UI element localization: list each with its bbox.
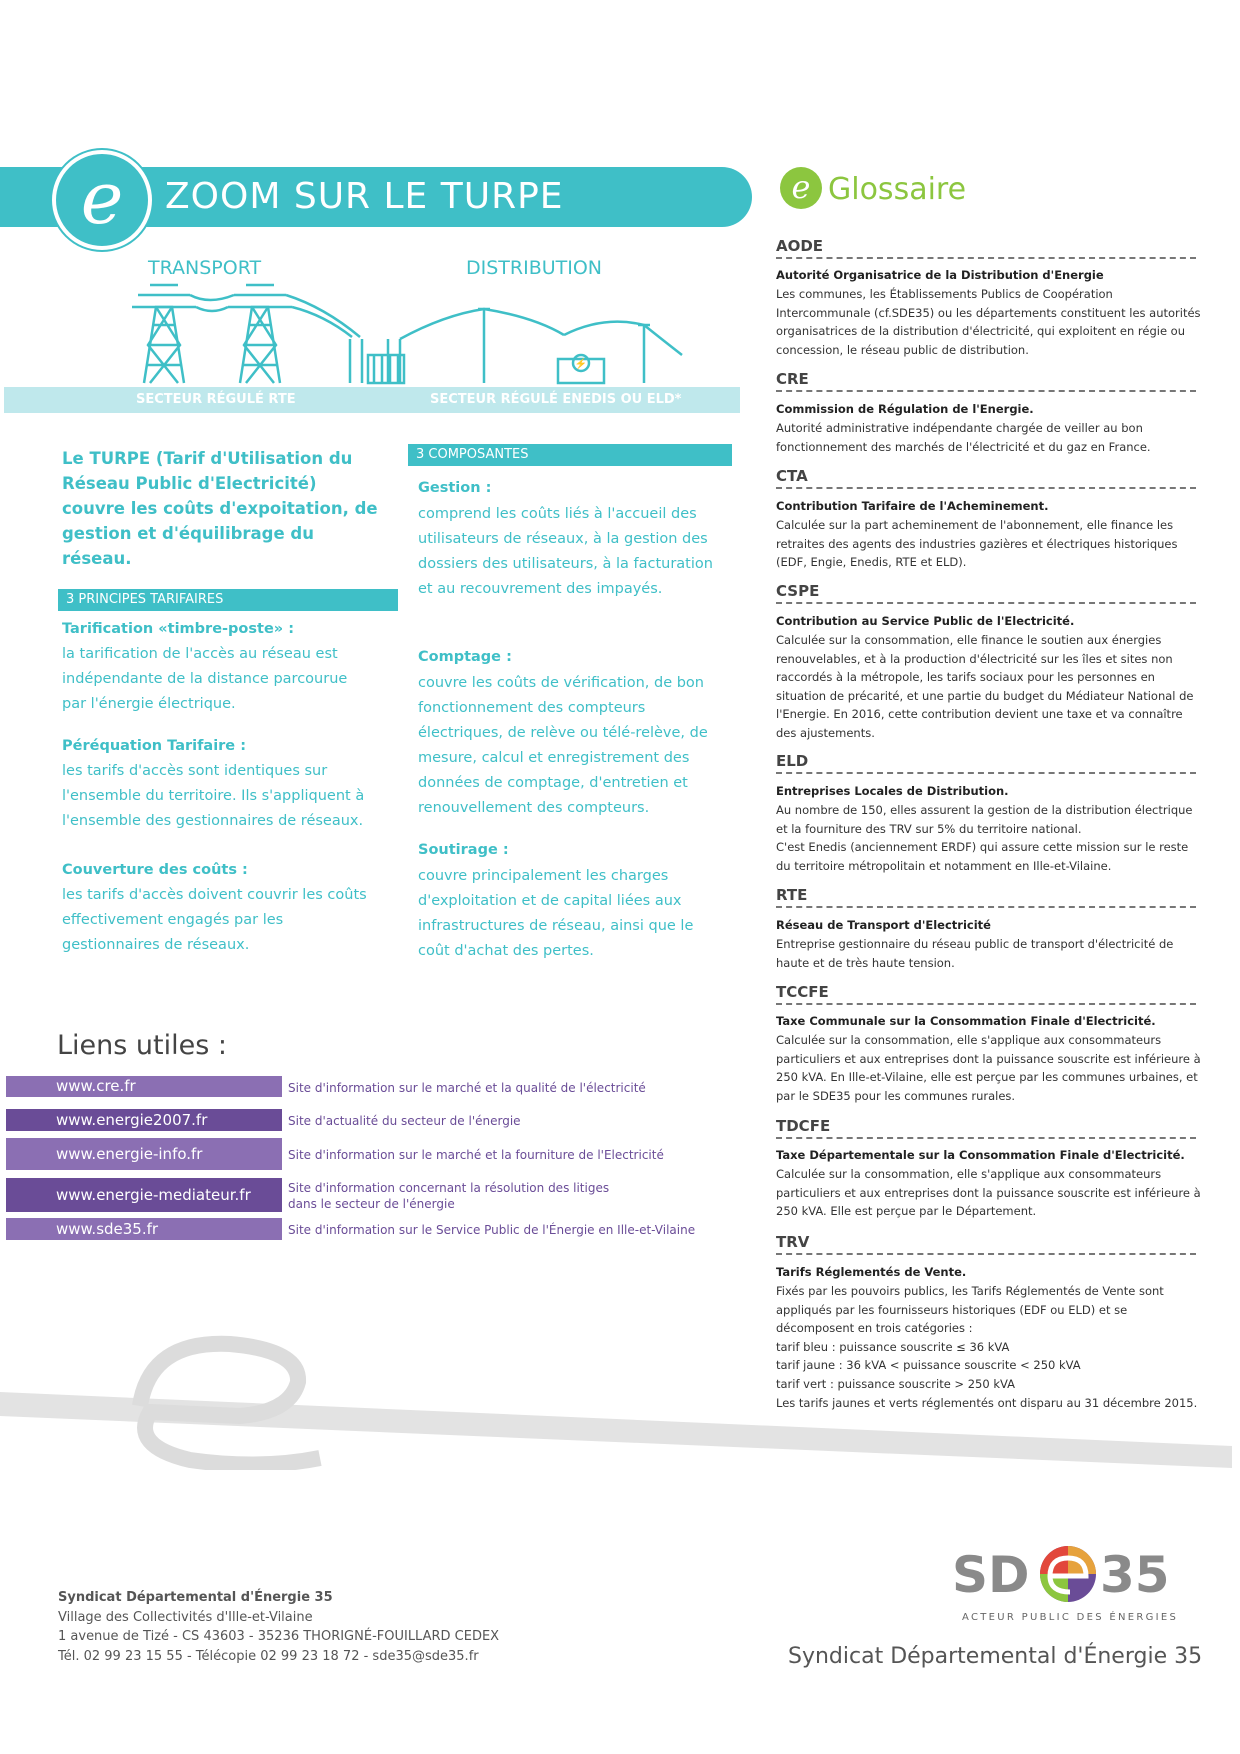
glossary-term: RTE — [776, 886, 1196, 908]
glossary-text: Calculée sur la consommation, elle s'applique aux consommateurs particuliers et aux entreprises dont la puissance souscrite est inférieure à 250 kVA. Elle est perçue par le Département. — [776, 1167, 1201, 1219]
principe-title: Péréquation Tarifaire : — [62, 738, 246, 754]
link-cre[interactable]: www.cre.fr — [6, 1076, 282, 1097]
glossary-term: ELD — [776, 752, 1196, 774]
composante-title: Comptage : — [418, 649, 512, 665]
composante-text: couvre les coûts de vérification, de bon fonctionnement des compteurs électriques, de relève ou télé-relève, de mesure, calcul et enregistrement des données de comptage, d'entretien et renouvellement des compteurs. — [418, 675, 708, 816]
pylon-icon — [228, 285, 292, 383]
principe-text: les tarifs d'accès doivent couvrir les coûts effectivement engagés par les gestionnaires de réseaux. — [62, 887, 367, 953]
sde35-name: Syndicat Départemental d'Énergie 35 — [788, 1644, 1203, 1669]
composantes-heading: 3 COMPOSANTES — [408, 444, 732, 466]
glossary-definition: Taxe Communale sur la Consommation Finale d'Electricité. — [776, 1014, 1156, 1028]
glossary-definition: Commission de Régulation de l'Energie. — [776, 402, 1034, 416]
e-logo-icon: e — [780, 167, 822, 209]
glossary-term: TRV — [776, 1233, 1196, 1255]
principe-text: la tarification de l'accès au réseau est indépendante de la distance parcourue par l'énergie électrique. — [62, 646, 348, 712]
glossary-definition: Taxe Départementale sur la Consommation Finale d'Electricité. — [776, 1148, 1185, 1162]
glossary-term: CTA — [776, 467, 1196, 489]
principe-title: Tarification «timbre-poste» : — [62, 621, 294, 637]
glossary-text: Calculée sur la consommation, elle s'applique aux consommateurs particuliers et aux entreprises dont la puissance souscrite est inférieure à 250 kVA. En Ille-et-Vilaine, elle est perçue par les communes urbaines, et par le SDE35 pour les communes rurales. — [776, 1033, 1201, 1103]
link-energie-mediateur[interactable]: www.energie-mediateur.fr — [6, 1178, 282, 1212]
principe-title: Couverture des coûts : — [62, 862, 248, 878]
intro-text: Le TURPE (Tarif d'Utilisation du Réseau Public d'Electricité) couvre les coûts d'expoitation, de gestion et d'équilibrage du réseau. — [62, 449, 378, 568]
glossary-text: Au nombre de 150, elles assurent la gestion de la distribution électrique et la fourniture des TRV sur 5% du territoire national. C'est Enedis (anciennement ERDF) qui assure cette mission sur le reste du territoire métropolitain et notamment en Ille-et-Vilaine. — [776, 803, 1193, 873]
sde35-logo — [952, 1530, 1182, 1610]
glossary-definition: Contribution au Service Public de l'Electricité. — [776, 614, 1075, 628]
footer-address — [58, 1588, 499, 1666]
glossary-term: CSPE — [776, 582, 1196, 604]
glossary-term: TCCFE — [776, 983, 1196, 1005]
glossary-text: Entreprise gestionnaire du réseau public de transport d'électricité de haute et de très haute tension. — [776, 937, 1174, 970]
footer-org-name: Syndicat Départemental d'Énergie 35 — [58, 1590, 333, 1605]
glossary-text: Calculée sur la consommation, elle finance le soutien aux énergies renouvelables, et à la production d'électricité sur les îles et sites non raccordés à la métropole, les tarifs sociaux pour les personnes en situation de précarité, et une partie du budget du Médiateur National de l'Energie. En 2016, cette contribution devient une taxe et va connaître des ajustements. — [776, 633, 1194, 740]
glossary-text: Autorité administrative indépendante chargée de veiller au bon fonctionnement des marchés de l'électricité et du gaz en France. — [776, 421, 1151, 454]
e-swoosh-decoration — [0, 1320, 1240, 1470]
pylon-icon — [132, 285, 196, 383]
composante-title: Soutirage : — [418, 842, 509, 858]
sector-rte-label: SECTEUR RÉGULÉ RTE — [136, 392, 296, 407]
glossary-text: Fixés par les pouvoirs publics, les Tarifs Réglementés de Vente sont appliqués par les fournisseurs historiques (EDF ou ELD) et se décomposent en trois catégories : tarif bleu : puissance souscrite ≤ 36 kVA tarif jaune : 36 kVA < puissance souscrite < 250 kVA tarif vert : puissance souscrite > 250 kVA Les tarifs jaunes et verts réglementés ont disparu au 31 décembre 2015. — [776, 1284, 1198, 1410]
link-energie2007[interactable]: www.energie2007.fr — [6, 1109, 282, 1131]
glossary-definition: Tarifs Réglementés de Vente. — [776, 1265, 967, 1279]
link-description: Site d'information sur le marché et la fourniture de l'Electricité — [288, 1148, 664, 1162]
composante-text: comprend les coûts liés à l'accueil des utilisateurs de réseaux, à la gestion des dossiers des utilisateurs, à la facturation et au recouvrement des impayés. — [418, 506, 713, 597]
principes-heading: 3 PRINCIPES TARIFAIRES — [58, 589, 398, 611]
logo-text-35: 35 — [1100, 1546, 1170, 1604]
substation-icon — [350, 339, 404, 383]
glossary-definition: Autorité Organisatrice de la Distribution d'Energie — [776, 268, 1104, 282]
glossary-term: CRE — [776, 370, 1196, 392]
glossary-definition: Réseau de Transport d'Electricité — [776, 918, 991, 932]
sector-enedis-label: SECTEUR RÉGULÉ ENEDIS OU ELD* — [430, 392, 682, 407]
glossary-text: Calculée sur la part acheminement de l'abonnement, elle finance les retraites des agents des industries gazières et électriques historiques (EDF, Engie, Enedis, RTE et ELD). — [776, 518, 1178, 570]
link-description: Site d'information concernant la résolution des litiges dans le secteur de l'énergie — [288, 1181, 610, 1211]
footer-line: Tél. 02 99 23 15 55 - Télécopie 02 99 23 18 72 - sde35@sde35.fr — [58, 1648, 479, 1664]
glossary-definition: Contribution Tarifaire de l'Acheminement. — [776, 499, 1049, 513]
transport-label: TRANSPORT — [148, 257, 262, 279]
link-description: Site d'actualité du secteur de l'énergie — [288, 1114, 521, 1128]
composante-title: Gestion : — [418, 480, 492, 496]
link-sde35[interactable]: www.sde35.fr — [6, 1218, 282, 1240]
principe-text: les tarifs d'accès sont identiques sur l'ensemble du territoire. Ils s'appliquent à l'ensemble des gestionnaires de réseaux. — [62, 763, 365, 829]
liens-title: Liens utiles : — [57, 1030, 227, 1061]
link-energie-info[interactable]: www.energie-info.fr — [6, 1138, 282, 1170]
glossary-text: Les communes, les Établissements Publics de Coopération Intercommunale (cf.SDE35) ou les départements constituent les autorités organisatrices de la distribution d'électricité, qui exploitent en régie ou concession, le réseau public de distribution. — [776, 287, 1201, 357]
glossary-term: TDCFE — [776, 1117, 1196, 1139]
svg-text:⚡: ⚡ — [574, 359, 588, 370]
composante-text: couvre principalement les charges d'exploitation et de capital liées aux infrastructures de réseau, ainsi que le coût d'achat des pertes. — [418, 868, 694, 959]
e-logo-icon: e — [52, 150, 152, 250]
footer-line: Village des Collectivités d'Ille-et-Vilaine — [58, 1609, 313, 1625]
sde35-tagline: ACTEUR PUBLIC DES ÉNERGIES — [962, 1612, 1179, 1623]
link-description: Site d'information sur le Service Public de l'Énergie en Ille-et-Vilaine — [288, 1223, 696, 1237]
glossary-title: Glossaire — [828, 172, 967, 207]
distribution-label: DISTRIBUTION — [466, 257, 603, 279]
glossary-term: AODE — [776, 237, 1196, 259]
link-description: Site d'information sur le marché et la qualité de l'électricité — [288, 1081, 646, 1095]
glossary-definition: Entreprises Locales de Distribution. — [776, 784, 1009, 798]
logo-text-sd: SD — [952, 1546, 1030, 1604]
footer-line: 1 avenue de Tizé - CS 43603 - 35236 THORIGNÉ-FOUILLARD CEDEX — [58, 1629, 500, 1644]
page-title: ZOOM SUR LE TURPE — [165, 176, 564, 217]
